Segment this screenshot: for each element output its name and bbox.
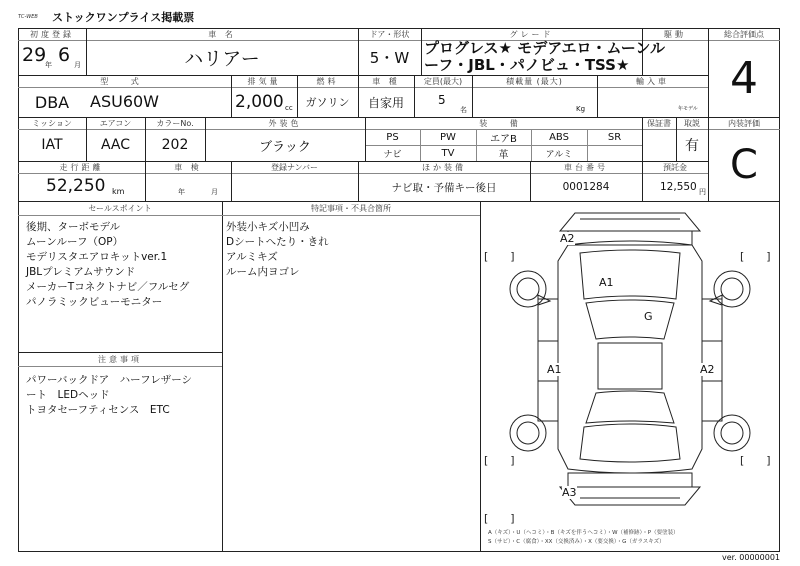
- mileage-number: 52,250: [46, 176, 106, 196]
- damage-label-a1-hood: A1: [599, 276, 614, 289]
- damage-label-a1-side: A1: [547, 363, 562, 376]
- equip-pw: PW: [440, 131, 456, 143]
- deposit-unit: 円: [699, 188, 706, 196]
- equip-ps: PS: [386, 131, 399, 143]
- aircon-value: AAC: [100, 137, 131, 153]
- damage-label-a2-side: A2: [700, 363, 715, 376]
- int-eval-value: C: [730, 142, 758, 188]
- reg-month: 6: [58, 44, 71, 66]
- capacity-number: 5: [438, 93, 446, 107]
- color-no-value: 202: [161, 137, 189, 153]
- bracket-rear-left: [ ]: [484, 454, 515, 467]
- damage-label-g: G: [644, 310, 653, 323]
- list-item: ート LEDヘッド: [26, 389, 110, 401]
- deposit-value: [642, 173, 708, 201]
- notes-list: [26, 373, 220, 418]
- equip-leather: 革: [498, 149, 509, 161]
- equip-alumi: アルミ: [545, 149, 573, 160]
- page-title: ストックワンプライス掲載票: [52, 11, 195, 24]
- list-item: パワーバックドア ハーフレザーシ: [26, 374, 193, 386]
- reg-year: 29: [22, 44, 47, 66]
- logo: TC-WEB: [18, 14, 38, 20]
- legend: [488, 529, 778, 547]
- list-item: トヨタセーフティセンス ETC: [26, 404, 170, 416]
- usage-label: 車 種: [372, 76, 400, 86]
- load-label: 積載量 (最大): [506, 76, 563, 86]
- deposit-number: 12,550: [660, 181, 697, 193]
- int-eval-label: 内装評価: [728, 118, 760, 128]
- displacement-unit: cc: [285, 104, 293, 112]
- car-damage-diagram: [480, 201, 780, 552]
- list-item: アルミキズ: [226, 251, 278, 263]
- list-item: モデリスタエアロキットver.1: [26, 251, 168, 263]
- reg-month-unit: 月: [74, 61, 81, 69]
- mission-value: IAT: [41, 137, 63, 153]
- legend-line-2: S（サビ）・C（腐食）・XX（交換済み）・X（要交換）・G（ガラスキズ）: [488, 539, 665, 545]
- first-reg-label: 初度登録: [30, 29, 74, 39]
- manual-label: 取説: [684, 118, 700, 128]
- warranty-label: 保証書: [647, 118, 671, 128]
- capacity-label: 定員(最大): [423, 76, 463, 86]
- list-item: ルーム内ヨゴレ: [226, 266, 300, 278]
- special-notes-label: 特記事項・不具合箇所: [311, 203, 391, 213]
- import-label: 輸入車: [636, 76, 669, 86]
- damage-label-a3: A3: [562, 486, 577, 499]
- grade-line-1: プログレス★ モデアエロ・ムーンル: [424, 39, 666, 57]
- model-code: ASU60W: [90, 92, 159, 111]
- list-item: 後期、ターボモデル: [26, 221, 120, 233]
- equip-sr: SR: [607, 131, 622, 143]
- ext-color-value: ブラック: [259, 139, 311, 155]
- list-item: JBLプレミアムサウンド: [26, 266, 136, 278]
- sales-points-label: セールスポイント: [88, 203, 152, 213]
- insp-month-unit: 月: [211, 188, 218, 196]
- mileage-unit: km: [112, 187, 125, 196]
- displacement-number: 2,000: [235, 92, 284, 112]
- ext-color-label: 外装色: [268, 118, 302, 128]
- reg-number-label: 登録ナンバー: [270, 162, 319, 172]
- list-item: メーカーTコネクトナビ／フルセグ: [26, 281, 190, 293]
- list-item: ムーンルーフ（OP）: [26, 236, 124, 248]
- fuel-label: 燃料: [316, 76, 339, 86]
- equip-navi: ナビ: [383, 149, 402, 160]
- total-eval-value: 4: [730, 53, 758, 104]
- equip-airbag: エアB: [490, 133, 517, 145]
- sales-points-list: [26, 220, 220, 310]
- load-unit: Kg: [576, 105, 586, 113]
- legend-line-1: A（キズ）・U（ヘコミ）・B（キズを伴うヘコミ）・W（補修跡）・P（要塗装）: [488, 530, 679, 536]
- car-name-label: 車 名: [208, 29, 236, 39]
- door-value: 5・W: [369, 49, 410, 67]
- reg-year-unit: 年: [45, 61, 52, 69]
- grade-label: グレード: [509, 29, 554, 39]
- inspection-label: 車 検: [174, 162, 202, 172]
- grade-value: [424, 39, 666, 75]
- drive-label: 駆動: [664, 29, 686, 39]
- special-notes-list: [226, 220, 476, 280]
- bracket-front-left: [ ]: [484, 250, 515, 263]
- aircon-label: エアコン: [99, 118, 132, 128]
- list-item: パノラミックビューモニター: [26, 296, 163, 308]
- other-equip-label: ほか装備: [422, 162, 466, 172]
- manual-value: 有: [685, 138, 699, 154]
- other-equip-value: ナビ取・予備キー後日: [391, 181, 497, 194]
- mission-label: ミッション: [32, 118, 72, 128]
- bracket-front-right: [ ]: [740, 250, 771, 263]
- equip-abs: ABS: [549, 131, 569, 143]
- bracket-bottom: [ ]: [484, 512, 515, 525]
- car-name-value: ハリアー: [184, 48, 260, 70]
- usage-value: 自家用: [367, 95, 404, 110]
- import-sub: 年モデル: [678, 106, 698, 112]
- displacement-value: [231, 87, 297, 117]
- bracket-rear-right: [ ]: [740, 454, 771, 467]
- fuel-value: ガソリン: [305, 96, 350, 109]
- deposit-label: 預託金: [663, 162, 687, 172]
- notes-label: 注意事項: [98, 354, 142, 364]
- capacity-unit: 名: [460, 106, 467, 114]
- door-shape-label: ドア・形状: [369, 29, 410, 39]
- equipment-label: 装 備: [479, 118, 528, 128]
- list-item: Dシートへたり・きれ: [226, 236, 329, 248]
- list-item: 外装小キズ小凹み: [226, 221, 310, 233]
- total-eval-label: 総合評価点: [724, 29, 764, 39]
- insp-year-unit: 年: [178, 188, 185, 196]
- chassis-value: 0001284: [562, 181, 610, 193]
- first-reg-value: [18, 40, 86, 75]
- mileage-value: [18, 173, 145, 201]
- damage-label-a2-front: A2: [560, 232, 575, 245]
- capacity-value: [414, 87, 472, 117]
- chassis-label: 車台番号: [564, 162, 608, 172]
- equip-tv: TV: [441, 147, 455, 159]
- inspection-value: [145, 173, 231, 201]
- mileage-label: 走行距離: [59, 162, 104, 172]
- color-no-label: カラーNo.: [156, 118, 194, 128]
- model-label: 型 式: [100, 76, 149, 86]
- displacement-label: 排気量: [247, 76, 281, 86]
- version-text: ver. 00000001: [721, 553, 780, 562]
- grade-line-2: ーフ・JBL・パノビュ・TSS★: [424, 56, 630, 74]
- model-prefix: DBA: [34, 92, 70, 112]
